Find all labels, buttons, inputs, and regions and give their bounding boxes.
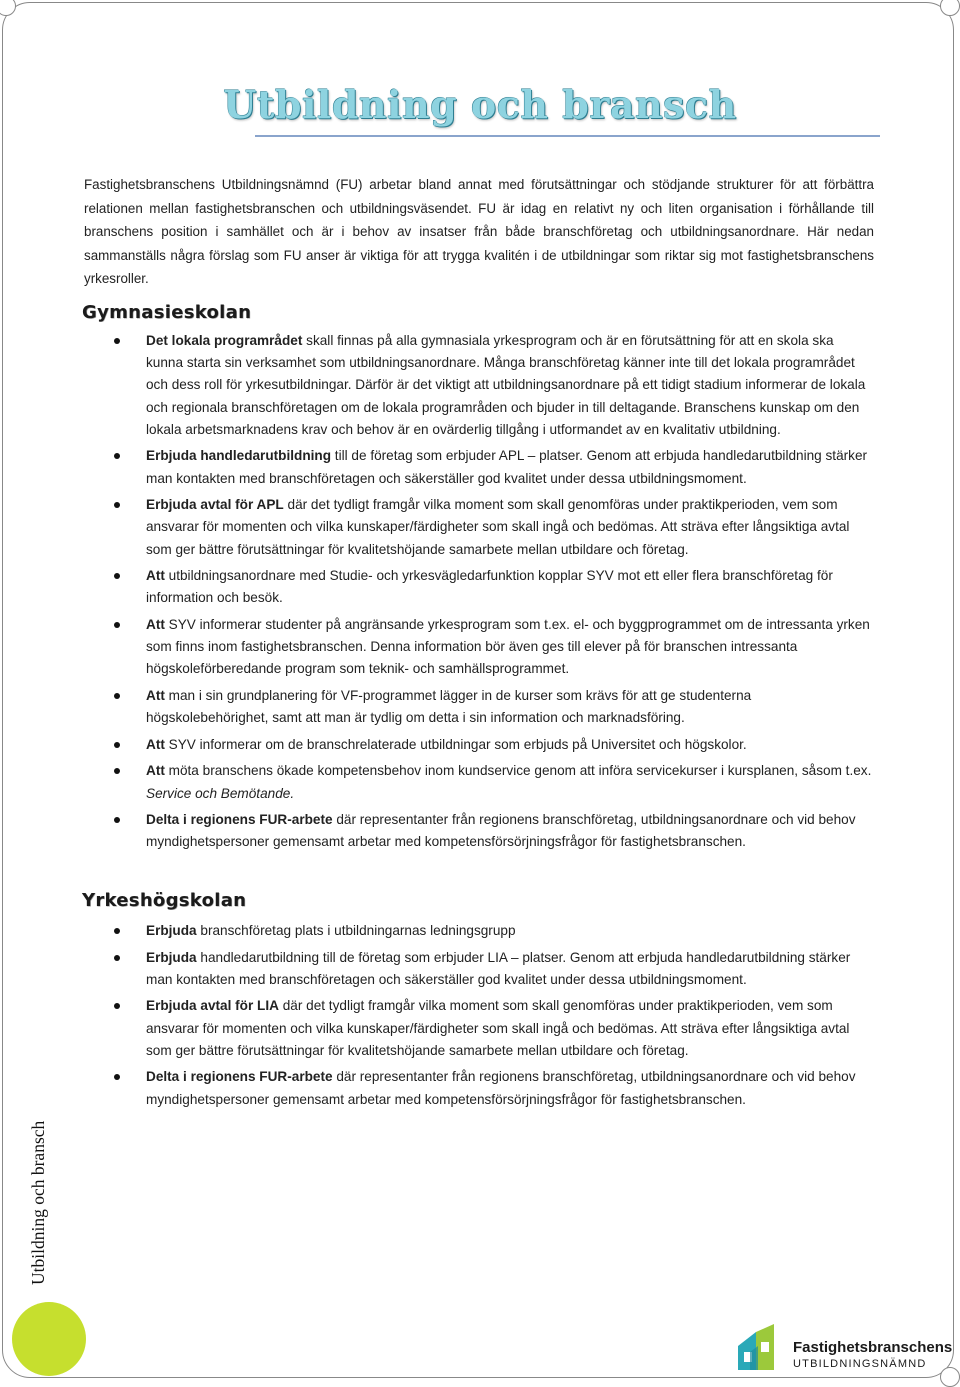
item-text: möta branschens ökade kompetensbehov inom kundservice genom att införa servicekurser i kursplanen, såsom t.ex. [164,763,872,779]
item-emphasis: Service och Bemötande. [146,785,295,801]
item-text: utbildningsanordnare med Studie- och yrkesvägledarfunktion kopplar SYV mot ett eller flera branschföretag för information och besök. [146,568,833,606]
fastighetsbranschens-logo [736,1322,951,1372]
item-lead: Att [146,568,165,584]
bullet-icon [114,742,120,748]
title-underline [255,135,880,137]
list-item [112,330,872,441]
logo-subtitle: UTBILDNINGSNÄMND [793,1358,927,1370]
item-text: handledarutbildning till de företag som erbjuder LIA – platser. Genom att erbjuda handledarutbildning stärker man kontakten med branschföretagen och säkerställer god kvalitet under dessa utbildningsmoment. [146,949,851,987]
item-lead: Erbjuda [146,949,197,965]
item-lead: Erbjuda avtal för APL [146,497,284,513]
list-item [112,565,872,609]
bullet-icon [114,338,120,344]
list-item [112,685,872,729]
item-text: till de företag som erbjuder APL – platser. Genom att erbjuda handledarutbildning stärker man kontakten med branschföretagen och säkerställer god kvalitet under dessa utbildningsmoment. [146,448,868,486]
list-item [112,760,872,804]
corner-dot-top-right [940,0,960,16]
bullet-icon [114,693,120,699]
section-heading-yrkeshogskolan: Yrkeshögskolan [82,890,247,911]
bullet-icon [114,453,120,459]
item-text: branschföretag plats i utbildningarnas ledningsgrupp [196,923,516,938]
bullet-icon [114,928,120,934]
yrkeshogskolan-list [112,920,872,1115]
gymnasieskolan-list [112,330,872,858]
item-lead: Erbjuda [146,923,197,938]
bullet-icon [114,1003,120,1009]
item-lead: Att [146,763,165,779]
item-text: man i sin grundplanering för VF-programmet lägger in de kurser som krävs för att ge studenterna högskolebehörighet, samt att man är tydlig om detta i sin information och marknadsföring. [146,688,752,726]
list-item [112,1066,872,1110]
item-text: SYV informerar studenter på angränsande yrkesprogram som t.ex. el- och byggprogrammet om de intressanta yrken som finns inom fastighetsbranschen. Denna information bör även ges till elever på för branschen intressanta högskoleförberedande program som teknik- och samhällsprogrammet. [146,617,870,677]
bullet-icon [114,817,120,823]
bullet-icon [114,502,120,508]
item-text: SYV informerar om de branschrelaterade utbildningar som erbjuds på Universitet och högskolor. [164,736,747,752]
item-text: där det tydligt framgår vilka moment som skall genomföras under praktikperioden, vem som ansvarar för momenten och vilka kunskaper/färdigheter som skall ingå och bedömas. Att sträva efter långsiktiga avtal som ger bättre förutsättningar för kvalitetshöjande samarbete mellan utbildare och företag. [146,998,850,1058]
page-title: Utbildning och bransch [223,82,737,127]
list-item [112,995,872,1062]
section-heading-gymnasieskolan: Gymnasieskolan [82,302,252,323]
intro-paragraph: Fastighetsbranschens Utbildningsnämnd (FU) arbetar bland annat med förutsättningar och stödjande strukturer för att förbättra relationen mellan fastighetsbranschen och utbildningsväsendet. FU är idag en relativt ny och liten organisation i förhållande till branschens position i samhället och är i behov av insatser från både branschföretag och utbildningsanordnare. Här nedan sammanställs några förslag som FU anser är viktiga för att trygga kvalitén i de utbildningar som riktar sig mot fastighetsbranschens yrkesroller. [84,177,874,286]
bullet-icon [114,955,120,961]
list-item [112,947,872,991]
logo-name: Fastighetsbranschens [793,1339,953,1356]
item-text: där det tydligt framgår vilka moment som skall genomföras under praktikperioden, vem som ansvarar för momenten och vilka kunskaper/färdigheter som skall ingå och bedömas. Att sträva efter långsiktiga avtal som ger bättre förutsättningar för kvalitetshöjande samarbete mellan utbildare och företag. [146,497,850,557]
item-lead: Delta i regionens FUR-arbete [146,1069,333,1085]
item-lead: Att [146,736,165,752]
item-lead: Det lokala programrådet [146,333,303,348]
item-text: där representanter från regionens branschföretag, utbildningsanordnare och vid behov myndighetspersoner gemensamt arbetar med kompetensförsörjningsfrågor för fastighetsbranschen. [146,1069,856,1107]
list-item [112,445,872,489]
bullet-icon [114,768,120,774]
bullet-icon [114,573,120,579]
item-text: där representanter från regionens branschföretag, utbildningsanordnare och vid behov myndighetspersoner gemensamt arbetar med kompetensförsörjningsfrågor för fastighetsbranschen. [146,812,856,850]
list-item [112,734,872,756]
green-circle-decoration [12,1302,86,1376]
item-lead: Erbjuda avtal för LIA [146,998,279,1014]
bullet-icon [114,1074,120,1080]
list-item [112,494,872,561]
item-lead: Att [146,688,165,703]
house-logo-icon [736,1322,786,1372]
list-item [112,614,872,681]
item-lead: Att [146,617,165,632]
item-lead: Erbjuda handledarutbildning [146,448,332,464]
list-item [112,920,872,942]
list-item [112,809,872,853]
item-lead: Delta i regionens FUR-arbete [146,812,333,828]
item-text: skall finnas på alla gymnasiala yrkesprogram och är en förutsättning för att en skola ska kunna starta sin verksamhet som utbildningsanordnare. Många branschföretag känner inte till det lokala programrådet och dess roll för yrkesutbildningar. Därför är det viktigt att utbildningsanordnare på ett tidigt stadium informerar de lokala och regionala branschföretagen om de lokala programråden och bjuder in till deltagande. Branschens kunskap om den lokala arbetsmarknadens krav och behov är en ovärderlig tillgång i utformandet av en kvalitativ utbildning. [146,333,866,437]
bullet-icon [114,622,120,628]
side-label: Utbildning och bransch [28,1120,48,1285]
